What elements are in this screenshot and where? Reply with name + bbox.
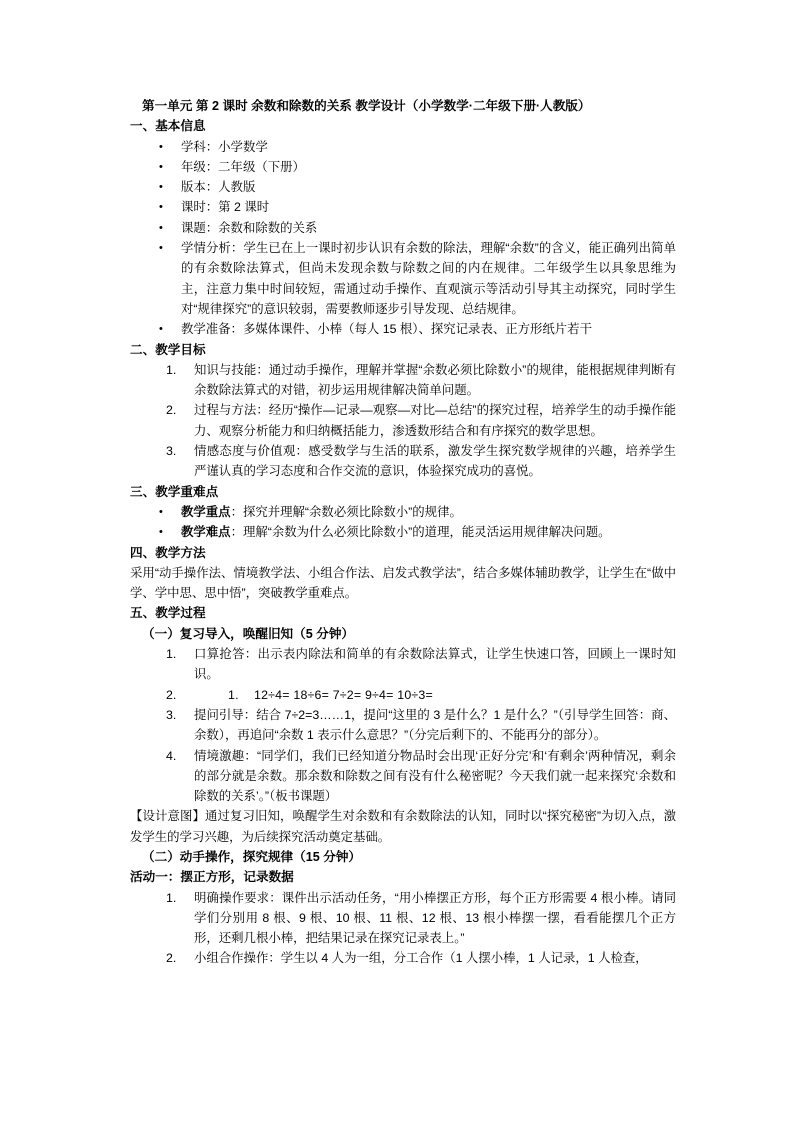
key-difficulties-list bbox=[130, 502, 676, 543]
key-point-label: 教学难点 bbox=[181, 525, 231, 540]
list-item: 情境激趣：“同学们，我们已经知道分物品时会出现‘正好分完’和‘有剩余’两种情况，剩余的部分就是余数。那余数和除数之间有没有什么秘密呢？今天我们就一起来探究‘余数和除数的关系’。”（板书课题） bbox=[194, 748, 676, 804]
list-item bbox=[181, 522, 676, 542]
list-item: 口算抢答：出示表内除法和简单的有余数除法算式，让学生快速口答，回顾上一课时知识。 bbox=[194, 647, 676, 682]
list-item bbox=[181, 502, 676, 522]
activity-one-list bbox=[130, 888, 676, 969]
key-point-label: 教学重点 bbox=[181, 504, 231, 519]
list-item: 12÷4= 18÷6= 7÷2= 9÷4= 10÷3= bbox=[254, 687, 433, 702]
page-title: 第一单元 第 2 课时 余数和除数的关系 教学设计（小学数学·二年级下册·人教版） bbox=[142, 99, 591, 113]
list-item: • 学科：小学数学 bbox=[181, 137, 676, 157]
list-item: 明确操作要求：课件出示活动任务，“用小棒摆正方形，每个正方形需要 4 根小棒。请同学们分别用 8 根、9 根、10 根、11 根、12 根、13 根小棒摆一摆，看看能摆几个正方形，还剩几根小棒，把结果记录在探究记录表上。” bbox=[194, 890, 676, 946]
teaching-methods-paragraph: 采用“动手操作法、情境教学法、小组合作法、启发式教学法”，结合多媒体辅助教学，让学生在“做中学、学中思、思中悟”，突破教学重难点。 bbox=[130, 565, 676, 601]
key-point-text: ：探究并理解“余数必须比除数小”的规律。 bbox=[230, 504, 462, 519]
section-heading-key-difficulties: 三、教学重难点 bbox=[130, 484, 219, 499]
activity-heading-one: 活动一：摆正方形，记录数据 bbox=[130, 870, 294, 885]
list-item: • 学情分析：学生已在上一课时初步认识有余数的除法，理解“余数”的含义，能正确列出简单的有余数除法算式，但尚未发现余数与除数之间的内在规律。二年级学生以具象思维为主，注意力集中时间较短，需通过动手操作、直观演示等活动引导其主动探究，同时学生对“规律探究”的意识较弱，需要教师逐步引导发现、总结规律。 bbox=[181, 238, 676, 319]
document-body bbox=[130, 96, 676, 969]
section-heading-teaching-methods: 四、教学方法 bbox=[130, 545, 206, 560]
section-heading-teaching-process: 五、教学过程 bbox=[130, 606, 206, 621]
list-item bbox=[194, 685, 676, 705]
list-item: 过程与方法：经历“操作—记录—观察—对比—总结”的探究过程，培养学生的动手操作能力、观察分析能力和归纳概括能力，渗透数形结合和有序探究的数学思想。 bbox=[194, 403, 676, 438]
design-intent-note: 【设计意图】通过复习旧知，唤醒学生对余数和有余数除法的认知，同时以“探究秘密”为切入点，激发学生的学习兴趣，为后续探究活动奠定基础。 bbox=[130, 809, 676, 844]
subsection-heading-hands-on: （二）动手操作，探究规律（15 分钟） bbox=[142, 849, 362, 864]
list-item: 小组合作操作：学生以 4 人为一组，分工合作（1 人摆小棒，1 人记录，1 人检查， bbox=[194, 951, 648, 966]
section-heading-teaching-objectives: 二、教学目标 bbox=[130, 342, 206, 357]
list-item: 情感态度与价值观：感受数学与生活的联系，激发学生探究数学规律的兴趣，培养学生严谨认真的学习态度和合作交流的意识，体验探究成功的喜悦。 bbox=[194, 444, 676, 479]
section-heading-basic-info: 一、基本信息 bbox=[130, 119, 206, 134]
list-item: • 教学准备：多媒体课件、小棒（每人 15 根）、探究记录表、正方形纸片若干 bbox=[181, 319, 676, 339]
subsection-heading-review-intro: （一）复习导入，唤醒旧知（5 分钟） bbox=[142, 626, 355, 641]
oral-calculation-list bbox=[194, 685, 676, 705]
review-intro-list bbox=[130, 644, 676, 806]
list-item: • 年级：二年级（下册） bbox=[181, 157, 676, 177]
list-item: • 版本：人教版 bbox=[181, 177, 676, 197]
list-item: • 课时：第 2 课时 bbox=[181, 197, 676, 217]
list-item: 提问引导：结合 7÷2=3……1，提问“这里的 3 是什么？1 是什么？”（引导学生回答：商、余数），再追问“余数 1 表示什么意思？”（分完后剩下的、不能再分的部分）。 bbox=[194, 707, 676, 743]
list-item: • 课题：余数和除数的关系 bbox=[181, 218, 676, 238]
list-item: 知识与技能：通过动手操作，理解并掌握“余数必须比除数小”的规律，能根据规律判断有余数除法算式的对错，初步运用规律解决简单问题。 bbox=[194, 362, 676, 398]
teaching-objectives-list bbox=[130, 360, 676, 482]
basic-info-list bbox=[130, 137, 676, 340]
key-point-text: ：理解“余数为什么必须比除数小”的道理，能灵活运用规律解决问题。 bbox=[230, 525, 611, 540]
